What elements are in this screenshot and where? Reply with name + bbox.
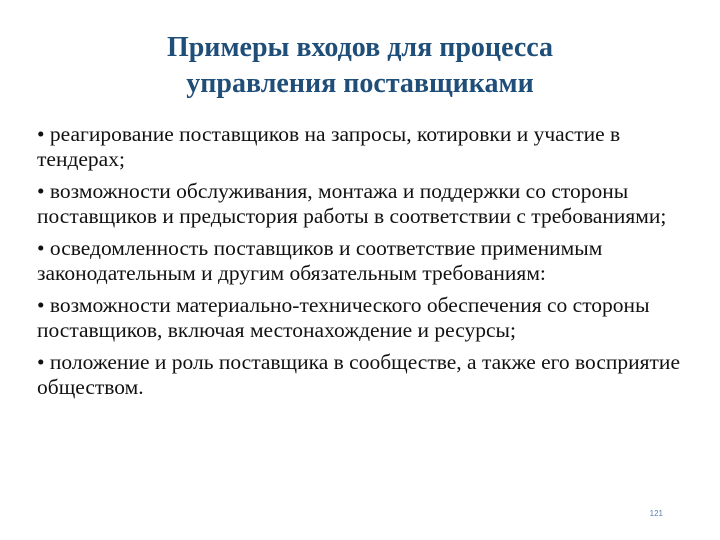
bullet-text: • положение и роль поставщика в сообществе, а также его восприятие обществом.: [37, 350, 680, 399]
page-number: 121: [649, 509, 663, 518]
slide-title-line-2: управления поставщиками: [186, 68, 534, 99]
bullet-text: • реагирование поставщиков на запросы, котировки и участие в тендерах;: [37, 122, 621, 171]
bullet-text: • осведомленность поставщиков и соответствие применимым законодательным и другим обязательным требованиям:: [37, 236, 603, 285]
bullet-item: [37, 122, 687, 171]
bullet-item: [37, 236, 687, 285]
bullet-item: [37, 179, 687, 228]
bullet-text: • возможности материально-технического обеспечения со стороны поставщиков, включая местонахождение и ресурсы;: [37, 293, 650, 342]
slide-title: [40, 30, 680, 102]
bullet-item: [37, 293, 687, 342]
slide-title-line-1: Примеры входов для процесса: [166, 32, 554, 63]
bullet-item: [37, 350, 687, 399]
bullet-list: [37, 122, 687, 407]
bullet-text: • возможности обслуживания, монтажа и поддержки со стороны поставщиков и предыстория работы в соответствии с требованиями;: [37, 179, 667, 228]
